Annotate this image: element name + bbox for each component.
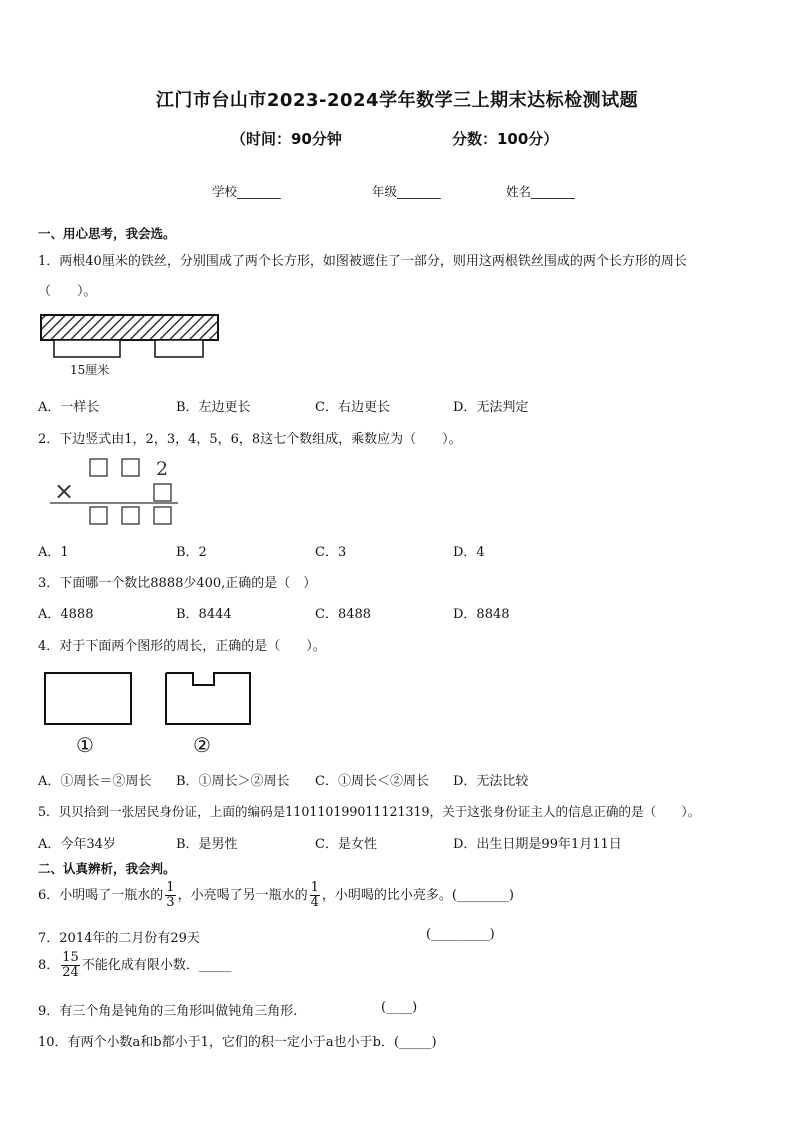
q1-option-c[interactable]: C．右边更长	[315, 400, 390, 415]
q5-option-b[interactable]: B．是男性	[176, 837, 238, 852]
question-3-text: 3．下面哪一个数比8888少400,正确的是（ ）	[38, 576, 317, 591]
q1-option-b[interactable]: B．左边更长	[176, 400, 251, 415]
q1-option-a[interactable]: A．一样长	[38, 400, 100, 415]
q3-option-a[interactable]: A．4888	[38, 607, 94, 622]
q9-answer-blank[interactable]: (____)	[381, 1000, 418, 1015]
q4-option-d[interactable]: D．无法比较	[453, 774, 529, 789]
section-2-title: 二、认真辨析，我会判。	[38, 861, 176, 876]
q2-option-c[interactable]: C．3	[315, 545, 347, 560]
shape-2-notched-rectangle	[166, 673, 250, 724]
q3-option-c[interactable]: C．8488	[315, 607, 372, 622]
name-field[interactable]: 姓名_______	[506, 184, 575, 199]
blank-box	[90, 459, 107, 476]
times-sign: ×	[54, 477, 75, 505]
question-10-text: 10．有两个小数a和b都小于1，它们的积一定小于a也小于b．(_____)	[38, 1035, 437, 1050]
q7-answer-blank[interactable]: (_________)	[426, 927, 495, 942]
multiplicand-digit: 2	[156, 458, 169, 480]
q6-fraction-one-quarter: $\frac{1}{4}$	[310, 880, 319, 910]
q1-figure	[38, 312, 223, 376]
question-8	[38, 950, 231, 982]
q4-option-c[interactable]: C．①周长＜②周长	[315, 774, 429, 789]
blank-box	[122, 459, 139, 476]
q6-text-middle: ，小亮喝了另一瓶水的	[177, 888, 308, 903]
q4-figure	[40, 668, 260, 758]
school-field[interactable]: 学校_______	[212, 184, 281, 199]
q3-option-d[interactable]: D．8848	[453, 607, 510, 622]
question-4-text: 4．对于下面两个图形的周长，正确的是（ ）。	[38, 639, 326, 654]
exam-score: 分数：100分）	[452, 130, 559, 148]
q6-fraction-one-third: $\frac{1}{3}$	[166, 880, 175, 910]
q1-option-d[interactable]: D．无法判定	[453, 400, 529, 415]
section-1-title: 一、用心思考，我会选。	[38, 226, 176, 241]
page-title: 江门市台山市2023-2024学年数学三上期末达标检测试题	[155, 90, 639, 111]
right-rectangle	[155, 340, 203, 357]
question-1-text: 1．两根40厘米的铁丝，分别围成了两个长方形，如图被遮住了一部分，则用这两根铁丝围成的两个长方形的周长	[38, 254, 687, 269]
q5-option-d[interactable]: D．出生日期是99年1月11日	[453, 837, 622, 852]
q5-option-a[interactable]: A．今年34岁	[38, 837, 116, 852]
q2-figure	[46, 455, 181, 530]
question-6	[38, 880, 514, 912]
shape-1-rectangle	[45, 673, 131, 724]
blank-box	[122, 507, 139, 524]
shape-2-label: ②	[193, 733, 211, 757]
question-7-text: 7．2014年的二月份有29天	[38, 931, 200, 946]
left-rectangle	[54, 340, 120, 357]
question-9-text: 9．有三个角是钝角的三角形叫做钝角三角形.	[38, 1004, 298, 1019]
q4-option-a[interactable]: A．①周长＝②周长	[38, 774, 152, 789]
q3-option-b[interactable]: B．8444	[176, 607, 232, 622]
question-5-text: 5．贝贝拾到一张居民身份证，上面的编码是110110199011121319，关于这张身份证主人的信息正确的是（ ）。	[38, 804, 701, 819]
q5-option-c[interactable]: C．是女性	[315, 837, 377, 852]
exam-time: （时间：90分钟	[231, 130, 342, 148]
question-2-text: 2．下边竖式由1，2，3，4，5，6，8这七个数组成，乘数应为（ ）。	[38, 432, 462, 447]
q6-text-start: 6．小明喝了一瓶水的	[38, 888, 164, 903]
question-1-paren: （ ）。	[38, 284, 97, 299]
q2-option-b[interactable]: B．2	[176, 545, 207, 560]
grade-field[interactable]: 年级_______	[372, 184, 441, 199]
blank-box	[154, 484, 171, 501]
blank-box	[154, 507, 171, 524]
q1-length-label: 15厘米	[70, 363, 110, 377]
q8-fraction: $\frac{15}{24}$	[62, 950, 79, 980]
q8-number: 8．	[38, 958, 60, 973]
q8-text: 不能化成有限小数．_____	[81, 958, 232, 973]
q2-option-a[interactable]: A．1	[38, 545, 69, 560]
cover-bar	[41, 315, 218, 340]
blank-box	[90, 507, 107, 524]
q2-option-d[interactable]: D．4	[453, 545, 485, 560]
q6-text-end: ，小明喝的比小亮多。(________)	[321, 888, 515, 903]
q4-option-b[interactable]: B．①周长＞②周长	[176, 774, 290, 789]
shape-1-label: ①	[76, 733, 94, 757]
